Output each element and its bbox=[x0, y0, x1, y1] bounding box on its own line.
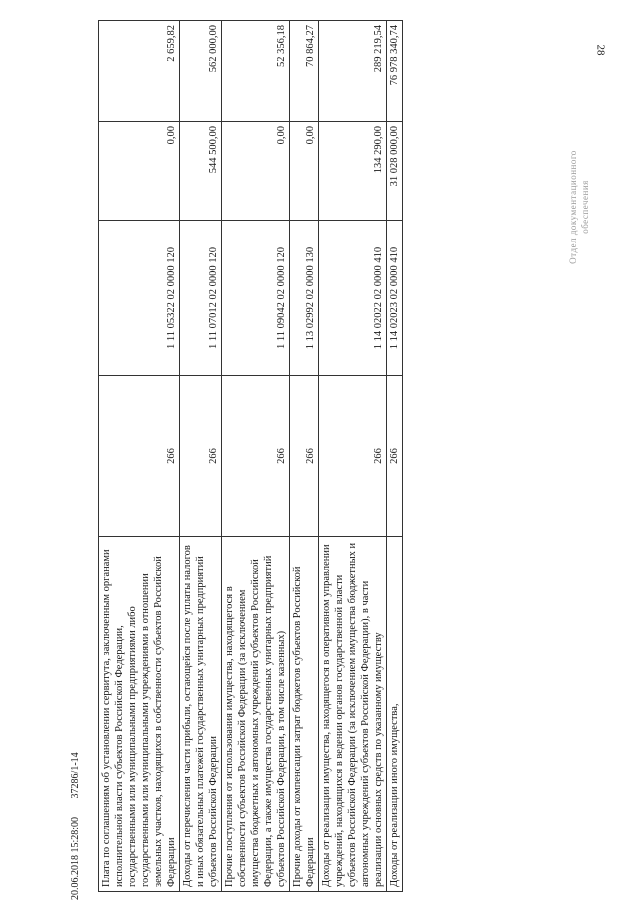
table-row bbox=[290, 21, 319, 892]
footer-doc-id: 37286/1-14 bbox=[70, 752, 81, 799]
table-row bbox=[180, 21, 222, 892]
row-amount-1: 0,00 bbox=[290, 122, 319, 221]
row-amount-2: 562 000,00 bbox=[180, 21, 222, 122]
row-amount-2: 70 864,27 bbox=[290, 21, 319, 122]
row-amount-1: 134 290,00 bbox=[319, 122, 387, 221]
row-admin-code: 266 bbox=[180, 376, 222, 537]
stamp-line-2: обеспечения bbox=[580, 180, 590, 234]
row-admin-code: 266 bbox=[319, 376, 387, 537]
footer-datetime: 20.06.2018 15:28:00 bbox=[70, 816, 81, 900]
revenue-table-container bbox=[98, 25, 614, 892]
row-budget-code: 1 11 07012 02 0000 120 bbox=[180, 221, 222, 376]
row-budget-code: 1 11 05322 02 0000 120 bbox=[99, 221, 180, 376]
row-name: Прочие доходы от компенсации затрат бюджетов субъектов Российской Федерации bbox=[290, 537, 319, 892]
stamp-line-1: Отдел документационного bbox=[568, 150, 578, 264]
row-admin-code: 266 bbox=[387, 376, 403, 537]
row-name: Плата по соглашениям об установлении сервитута, заключенным органами исполнительной власти субъектов Российской Федерации, государственными или муниципальными предприятиями либо государственными или муниципальными учреждениями в отношении земельных участков, находящихся в собственности субъектов Российской Федерации bbox=[99, 537, 180, 892]
revenue-table bbox=[98, 20, 403, 892]
row-amount-1: 0,00 bbox=[99, 122, 180, 221]
page-number: 28 bbox=[594, 44, 607, 56]
row-name: Доходы от реализации имущества, находящегося в оперативном управлении учреждений, находящихся в ведении органов государственной власти субъектов Российской Федерации (за исключением имущества бюджетных и автономных учреждений субъектов Российской Федерации), в части реализации основных средств по указанному имуществу bbox=[319, 537, 387, 892]
row-budget-code: 1 14 02022 02 0000 410 bbox=[319, 221, 387, 376]
row-amount-2: 2 659,82 bbox=[99, 21, 180, 122]
table-row bbox=[222, 21, 290, 892]
row-budget-code: 1 13 02992 02 0000 130 bbox=[290, 221, 319, 376]
row-name: Прочие поступления от использования имущества, находящегося в собственности субъектов Российской Федерации (за исключением имущества бюджетных и автономных учреждений субъектов Российской Федерации, а также имущества государственных унитарных предприятий субъектов Российской Федерации, в том числе казенных) bbox=[222, 537, 290, 892]
row-amount-1: 31 028 000,00 bbox=[387, 122, 403, 221]
row-admin-code: 266 bbox=[290, 376, 319, 537]
row-amount-2: 76 978 340,74 bbox=[387, 21, 403, 122]
row-admin-code: 266 bbox=[99, 376, 180, 537]
table-row bbox=[319, 21, 387, 892]
row-budget-code: 1 11 09042 02 0000 120 bbox=[222, 221, 290, 376]
row-admin-code: 266 bbox=[222, 376, 290, 537]
table-row bbox=[99, 21, 180, 892]
row-amount-1: 0,00 bbox=[222, 122, 290, 221]
row-amount-2: 289 219,54 bbox=[319, 21, 387, 122]
row-amount-1: 544 500,00 bbox=[180, 122, 222, 221]
row-name: Доходы от реализации иного имущества, bbox=[387, 537, 403, 892]
row-name: Доходы от перечисления части прибыли, остающейся после уплаты налогов и иных обязательных платежей государственных унитарных предприятий субъектов Российской Федерации bbox=[180, 537, 222, 892]
row-amount-2: 52 356,18 bbox=[222, 21, 290, 122]
row-budget-code: 1 14 02023 02 0000 410 bbox=[387, 221, 403, 376]
table-row bbox=[387, 21, 403, 892]
